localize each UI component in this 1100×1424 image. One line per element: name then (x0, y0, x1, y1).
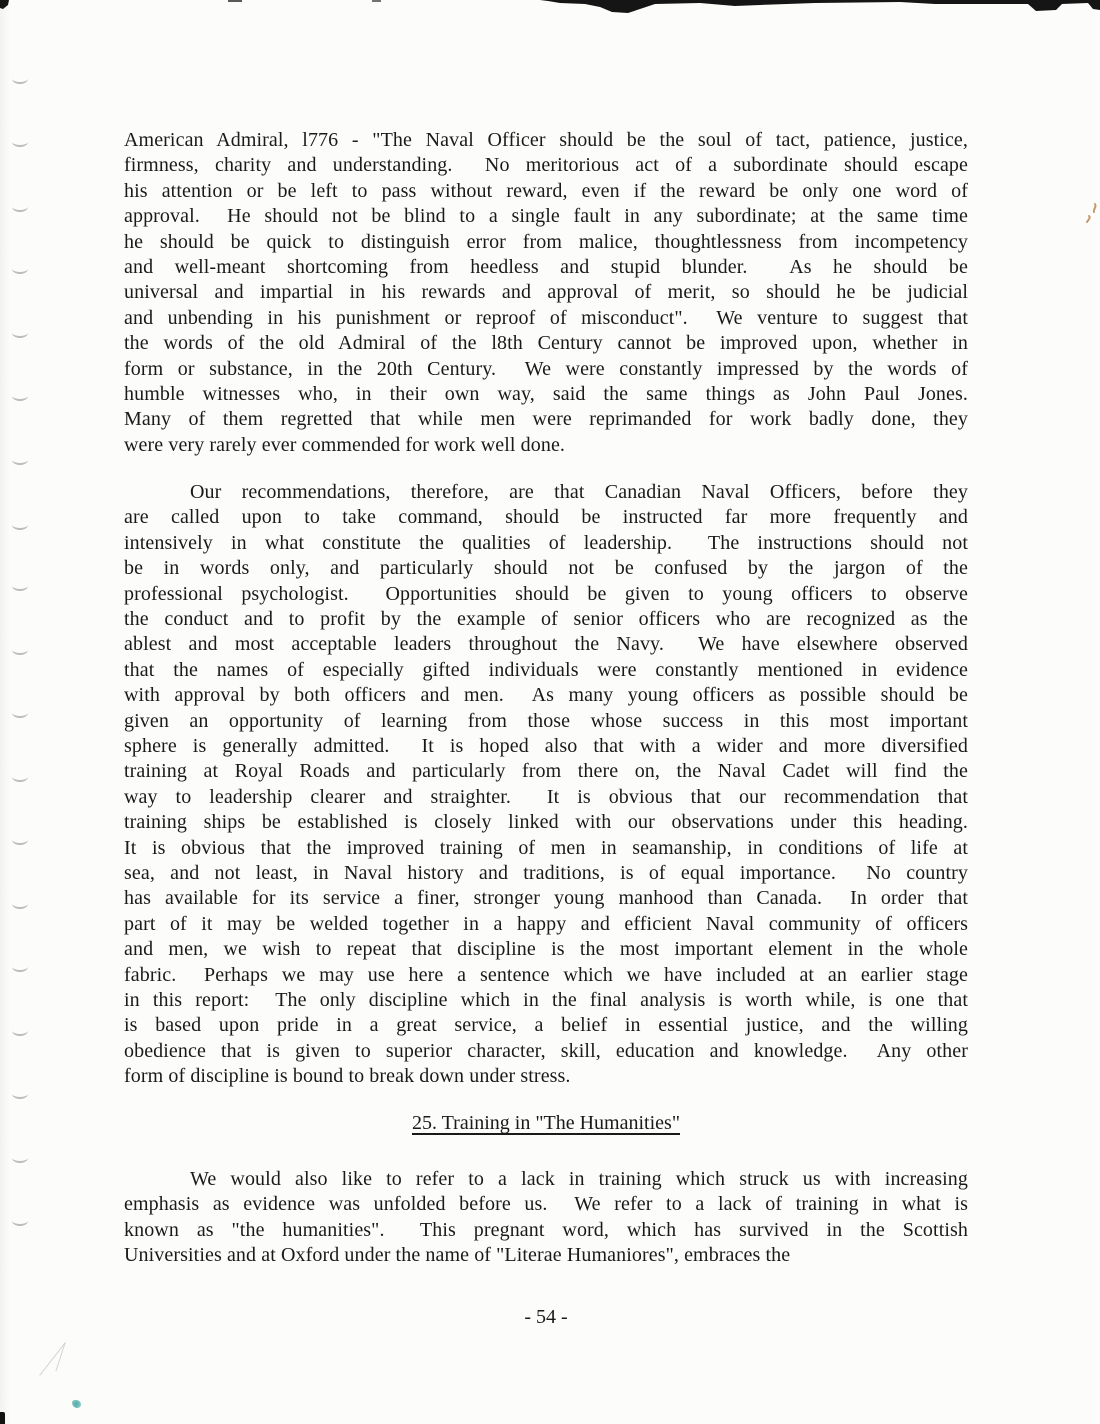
margin-squiggle-mark (1084, 202, 1100, 224)
binder-mark (12, 1028, 28, 1036)
scan-top-edge-artifact (0, 0, 1100, 16)
text-line: and unbending in his punishment or reproof of misconduct". We venture to suggest that (124, 306, 968, 329)
text-line: form of discipline is bound to break down under stress. (124, 1065, 571, 1088)
text-line: sphere is generally admitted. It is hoped also that with a wider and more diversified (124, 734, 968, 757)
text-line: approval. He should not be blind to a single fault in any subordinate; at the same time (124, 205, 968, 228)
text-line: in this report: The only discipline which in the final analysis is worth while, is one that (124, 988, 968, 1011)
text-line: form or substance, in the 20th Century. We were constantly impressed by the words of (124, 357, 968, 380)
paragraph-naval-officer-quote (124, 128, 968, 458)
text-line: emphasis as evidence was unfolded before us. We refer to a lack of training in what is (124, 1193, 968, 1216)
paragraph-humanities-intro (124, 1167, 968, 1269)
binder-mark (12, 1091, 28, 1099)
binder-mark (12, 647, 28, 655)
binder-mark (12, 330, 28, 338)
text-line: is based upon pride in a great service, a belief in essential justice, and the willing (124, 1014, 968, 1037)
text-line: intensively in what constitute the qualities of leadership. The instructions should not (124, 531, 968, 554)
text-line: firmness, charity and understanding. No meritorious act of a subordinate should escape (124, 154, 968, 177)
text-line: he should be quick to distinguish error from malice, thoughtlessness from incompetency (124, 230, 968, 253)
binder-mark (12, 266, 28, 274)
text-line: universal and impartial in his rewards and approval of merit, so should he be judicial (124, 281, 968, 304)
scan-bottom-corner-artifact (0, 1412, 5, 1424)
text-line: part of it may be welded together in a happy and efficient Naval community of officers (124, 912, 968, 935)
text-line: We would also like to refer to a lack in training which struck us with increasing (190, 1167, 968, 1190)
binder-mark (12, 522, 28, 530)
text-line: the conduct and to profit by the example of senior officers who are recognized as the (124, 608, 968, 631)
text-line: It is obvious that the improved training of men in seamanship, in conditions of life at (124, 836, 968, 859)
binder-mark (12, 710, 28, 718)
text-line: and men, we wish to repeat that discipline is the most important element in the whole (124, 938, 968, 961)
binder-mark (12, 76, 28, 84)
binder-mark (12, 774, 28, 782)
pencil-scratch-mark (39, 1342, 66, 1376)
text-line: training at Royal Roads and particularly from there on, the Naval Cadet will find the (124, 760, 968, 783)
text-line: training ships be established is closely linked with our observations under this heading. (124, 811, 968, 834)
text-line: with approval by both officers and men. As many young officers as possible should be (124, 684, 968, 707)
text-line: professional psychologist. Opportunities should be given to young officers to observe (124, 582, 968, 605)
text-line: has available for its service a finer, stronger young manhood than Canada. In order that (124, 887, 968, 910)
paragraph-recommendations (124, 480, 968, 1089)
binder-mark (12, 964, 28, 972)
binder-mark (12, 1155, 28, 1163)
text-line: are called upon to take command, should be instructed far more frequently and (124, 506, 968, 529)
text-line: given an opportunity of learning from those whose success in this most important (124, 709, 968, 732)
text-line: known as "the humanities". This pregnant word, which has survived in the Scottish (124, 1218, 968, 1241)
text-line: American Admiral, l776 - "The Naval Officer should be the soul of tact, patience, justice, (124, 129, 968, 151)
binder-mark (12, 457, 28, 465)
text-line: way to leadership clearer and straighter. It is obvious that our recommendation that (124, 785, 968, 808)
binder-mark (12, 1218, 28, 1226)
page-edge-shading (0, 0, 10, 1424)
text-line: sea, and not least, in Naval history and traditions, is of equal importance. No country (124, 861, 968, 884)
binder-mark (12, 583, 28, 591)
text-line: ablest and most acceptable leaders throughout the Navy. We have elsewhere observed (124, 633, 968, 656)
text-line: Our recommendations, therefore, are that Canadian Naval Officers, before they (190, 481, 968, 504)
binder-mark (12, 393, 28, 401)
section-heading-training-humanities: 25. Training in "The Humanities" (412, 1112, 680, 1135)
binder-mark (12, 901, 28, 909)
teal-ink-dot (72, 1400, 81, 1408)
text-line: Universities and at Oxford under the name of "Literae Humaniores", embraces the (124, 1244, 791, 1267)
page-number: - 54 - (524, 1306, 568, 1329)
text-line: obedience that is given to superior character, skill, education and knowledge. Any other (124, 1039, 968, 1062)
binder-mark (12, 204, 28, 212)
text-line: Many of them regretted that while men were reprimanded for work badly done, they (124, 408, 968, 431)
text-line: the words of the old Admiral of the l8th Century cannot be improved upon, whether in (124, 332, 968, 355)
document-text-column (124, 128, 968, 1329)
text-line: humble witnesses who, in their own way, said the same things as John Paul Jones. (124, 382, 968, 405)
text-line: and well-meant shortcoming from heedless and stupid blunder. As he should be (124, 255, 968, 278)
text-line: fabric. Perhaps we may use here a sentence which we have included at an earlier stage (124, 963, 968, 986)
binder-mark (12, 837, 28, 845)
binder-mark (12, 139, 28, 147)
text-line: that the names of especially gifted individuals were constantly mentioned in evidence (124, 658, 968, 681)
text-line: be in words only, and particularly should not be confused by the jargon of the (124, 557, 968, 580)
text-line: were very rarely ever commended for work well done. (124, 433, 566, 456)
text-line: his attention or be left to pass without reward, even if the reward be only one word of (124, 179, 968, 202)
